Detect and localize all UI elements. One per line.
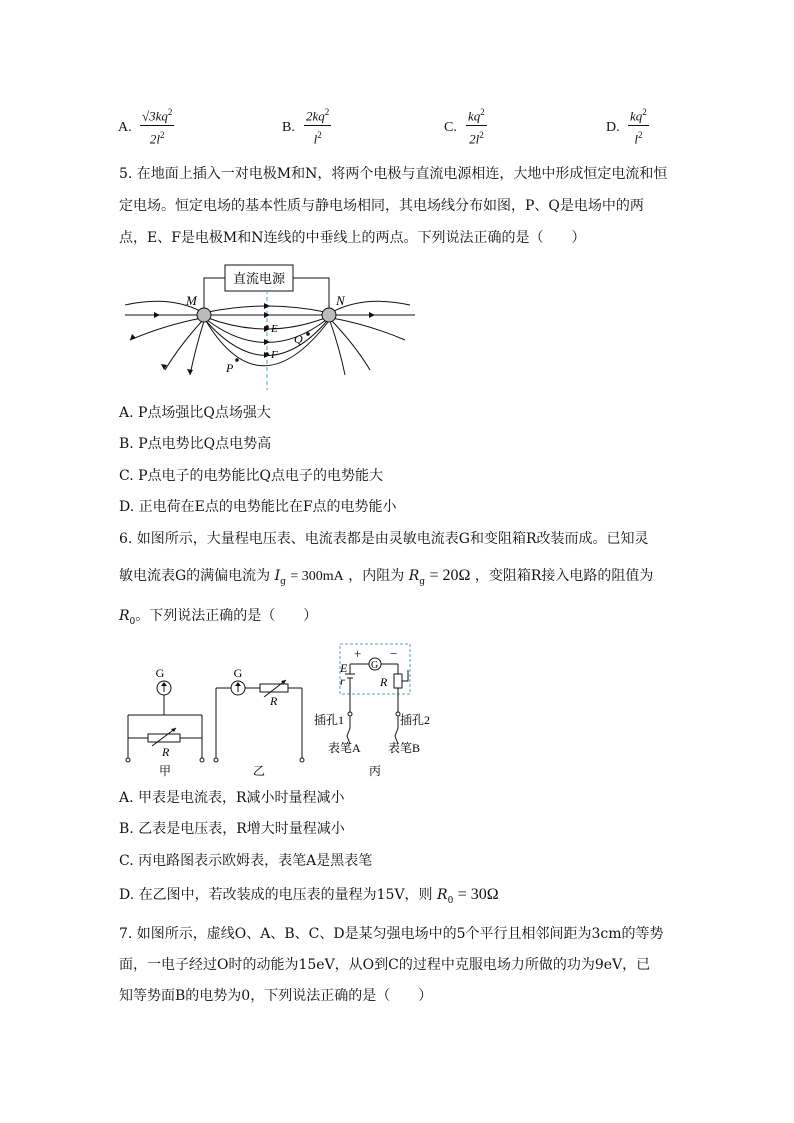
- bing-e-label: E: [340, 661, 348, 675]
- q6-r0-sub: 0: [129, 616, 136, 627]
- q5-stem-line1: 5. 在地面上插入一对电极M和N，将两个电极与直流电源相连，大地中形成恒定电流和恒: [119, 166, 668, 182]
- q6-option-a: A. 甲表是电流表，R减小时量程减小: [119, 790, 345, 806]
- q5-stem-line2: 定电场。恒定电场的基本性质与静电场相同，其电场线分布如图，P、Q是电场中的两: [119, 198, 644, 214]
- q4-option-d-numerator: kq: [630, 108, 643, 124]
- bing-r-label: R: [380, 675, 388, 689]
- q4-option-a-label: A.: [118, 120, 132, 135]
- q6-option-d: [119, 885, 499, 911]
- label-q: Q: [294, 332, 303, 346]
- circuit-jia: [126, 666, 204, 778]
- bing-minus: −: [390, 646, 398, 661]
- q6-ig-sub: g: [280, 576, 286, 587]
- q6-option-c: C. 丙电路图表示欧姆表，表笔A是黑表笔: [119, 853, 373, 869]
- bing-pen-b: 表笔B: [388, 741, 421, 755]
- q6-stem-line2-c: ，变阻箱R接入电路的阻值为: [474, 568, 654, 584]
- q5-option-d: D. 正电荷在E点的电势能比在F点的电势能小: [119, 499, 397, 515]
- bing-g-label: G: [371, 660, 379, 671]
- yi-r-label: R: [270, 694, 278, 708]
- q4-option-d-fraction: $\frac{kq^2}{l^2}$: [628, 104, 649, 148]
- label-p: P: [226, 361, 234, 375]
- q5-option-a: A. P点场强比Q点场强大: [119, 405, 271, 421]
- q4-option-b-label: B.: [282, 120, 295, 135]
- q6-option-b: B. 乙表是电压表，R增大时量程减小: [119, 821, 345, 837]
- q6-rg-symbol: R: [408, 568, 420, 584]
- q4-option-c-label: C.: [444, 120, 457, 135]
- bing-pen-a: 表笔A: [328, 741, 361, 755]
- electrode-m: [197, 308, 211, 322]
- q7-stem-line3: 知等势面B的电势为0，下列说法正确的是（ ）: [119, 988, 433, 1004]
- q6-stem-line2-a: 敏电流表G的满偏电流为: [119, 568, 271, 584]
- q7-stem-line1: 7. 如图所示，虚线O、A、B、C、D是某匀强电场中的5个平行且相邻间距为3cm的等势: [119, 926, 664, 942]
- bing-plus: +: [354, 646, 362, 661]
- jia-r-label: R: [162, 745, 170, 759]
- q6-stem-line3-rest: 。下列说法正确的是（ ）: [135, 608, 318, 624]
- yi-caption: 乙: [252, 764, 266, 778]
- q4-option-a-numerator: 3kq: [149, 108, 168, 124]
- q6-stem-line3: [119, 606, 317, 632]
- q6-ig-symbol: I: [274, 568, 281, 584]
- circuit-yi: [214, 666, 304, 778]
- q6-option-d-r: R: [437, 887, 448, 903]
- q4-option-c-fraction: $\frac{kq^2}{2l^2}$: [466, 104, 487, 148]
- q4-option-d-label: D.: [606, 120, 620, 135]
- q6-rg-value: = 20Ω: [429, 567, 471, 584]
- q5-option-c: C. P点电子的电势能比Q点电子的电势能大: [119, 468, 384, 484]
- q6-circuit-figures: [118, 640, 448, 780]
- q6-rg-sub: g: [419, 576, 426, 587]
- bing-caption: 丙: [368, 764, 382, 778]
- q6-ig-value: = 300mA: [290, 569, 344, 584]
- yi-g-label: G: [233, 666, 243, 680]
- q4-option-a-denominator: 2l: [149, 131, 161, 147]
- q6-stem-line1: 6. 如图所示，大量程电压表、电流表都是由灵敏电流表G和变阻箱R改装而成。已知灵: [119, 531, 649, 547]
- dc-source-label: 直流电源: [232, 271, 286, 286]
- q4-option-b-denominator: l: [313, 131, 318, 147]
- q6-stem-line2-b: ，内阻为: [348, 568, 405, 584]
- q4-option-a-fraction: $\frac{√3kq^2}{2l^2}$: [140, 104, 174, 148]
- q4-option-d-denominator: l: [634, 131, 638, 147]
- q6-option-d-sub: 0: [447, 895, 454, 906]
- label-m: M: [186, 293, 197, 308]
- jia-caption: 甲: [158, 764, 172, 778]
- q4-option-c-numerator: kq: [468, 108, 481, 124]
- jia-g-label: G: [155, 666, 165, 680]
- q7-stem-line2: 面，一电子经过O时的动能为15eV，从O到C的过程中克服电场力所做的功为9eV，已: [119, 957, 651, 973]
- q6-option-d-value: = 30Ω: [457, 886, 499, 903]
- bing-jack1: 插孔1: [314, 713, 345, 727]
- bing-jack2: 插孔2: [400, 713, 431, 727]
- q4-option-c-denominator: 2l: [469, 131, 480, 147]
- q5-field-figure: [120, 260, 420, 395]
- q5-stem-line3: 点，E、F是电极M和N连线的中垂线上的两点。下列说法正确的是（ ）: [119, 230, 586, 246]
- q6-r0-symbol: R: [119, 608, 130, 624]
- electrode-n: [322, 308, 336, 322]
- label-n: N: [336, 293, 345, 308]
- label-f: F: [271, 349, 278, 361]
- circuit-bing: [314, 644, 430, 778]
- q4-option-b-fraction: $\frac{2kq^2}{l^2}$: [304, 104, 331, 148]
- q4-option-b-numerator: 2kq: [306, 108, 325, 124]
- label-e: E: [271, 323, 278, 335]
- q5-option-b: B. P点电势比Q点电势高: [119, 436, 272, 452]
- q6-option-d-text: D. 在乙图中，若改装成的电压表的量程为15V，则: [119, 887, 433, 903]
- bing-r-small-label: r: [340, 674, 345, 688]
- q6-stem-line2: [119, 566, 653, 592]
